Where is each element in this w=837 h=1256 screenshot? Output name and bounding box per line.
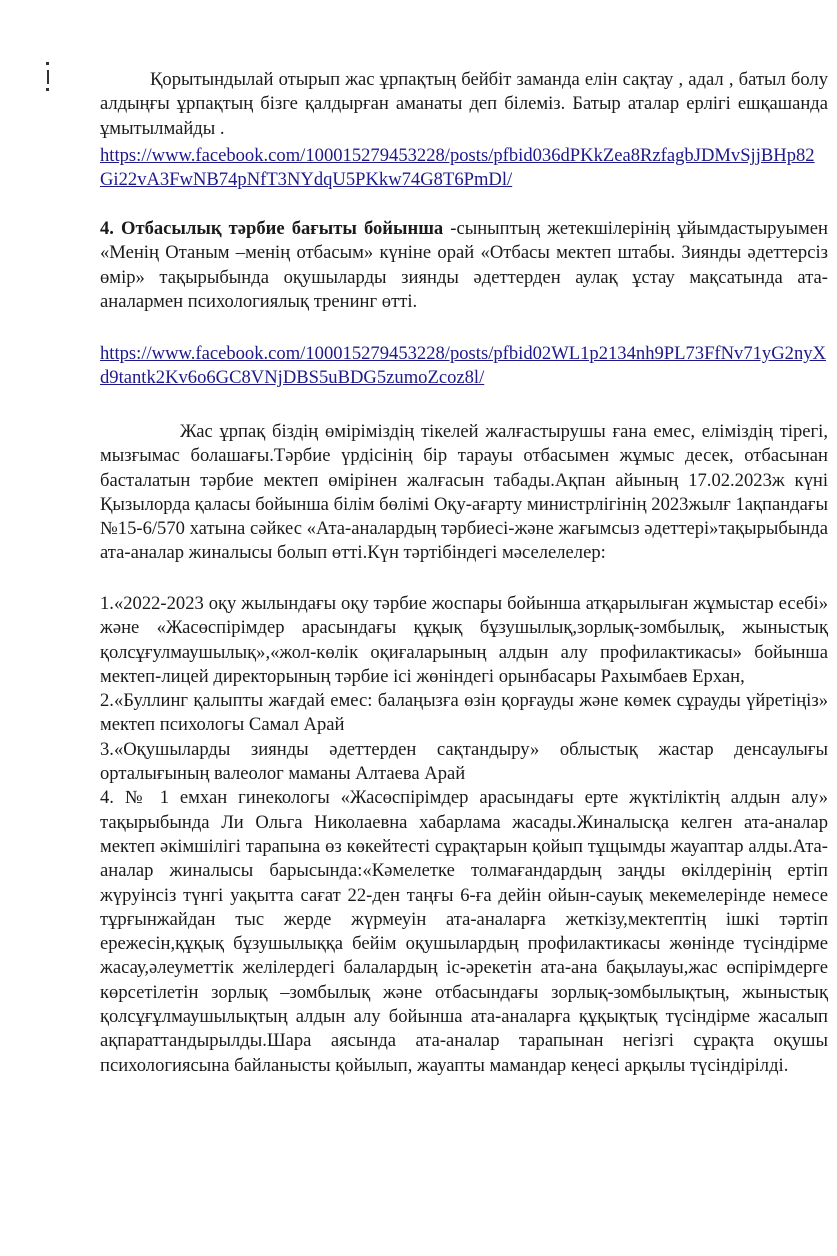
agenda-list — [100, 592, 828, 1078]
facebook-link-2-block — [100, 342, 828, 391]
conclusion-paragraph — [100, 68, 828, 141]
section-4-paragraph — [100, 217, 828, 314]
facebook-link-2[interactable]: https://www.facebook.com/100015279453228/posts/pfbid02WL1p2134nh9PL73FfNv71yG2nyXd9tantk2Kv6o6GC8VNjDBS5uBDG5zumoZcoz8l/ — [100, 343, 826, 389]
conclusion-text: Қорытындылай отырып жас ұрпақтың бейбіт заманда елін сақтау , адал , батыл болу алдыңғы ұрпақтың бізге қалдырған аманаты деп білеміз. Батыр аталар ерлігі ешқашанда ұмытылмайды . — [100, 69, 828, 139]
youth-paragraph — [100, 420, 828, 566]
youth-text: Жас ұрпақ біздің өміріміздің тікелей жалғастырушы ғана емес, еліміздің тірегі, мызғымас болашағы.Тәрбие үрдісінің бір тарауы отбасымен жұмыс десек, отбасынан басталатын тәрбие мектеп өмірінен жалғасын табады.Ақпан айының 17.02.2023ж күні Қызылорда қаласы бойынша білім бөлімі Оқу-ағарту министрлігінің 2023жылғ 1ақпандағы №15-6/570 хатына сәйкес «Ата-аналардың тәрбиесі-және жағымсыз әдеттері»тақырыбында ата-аналар жиналысы болып өтті.Күн тәртібіндегі мәселелелер: — [100, 421, 828, 564]
section-4-text — [100, 217, 828, 314]
section-4-heading: 4. Отбасылық тәрбие бағыты бойынша — [100, 218, 444, 239]
scan-artifact-mark — [46, 88, 49, 91]
agenda-item-1: 1.«2022-2023 оқу жылындағы оқу тәрбие жоспары бойынша атқарылыған жұмыстар есебі» және «Жасөспірімдер арасындағы құқық бұзушылық,зорлық-зомбылық, жыныстық қолсұғулмаушылық»,«жол-көлік оқиғаларының алдын алу профилактикасы» бойынша мектеп-лицей директорының тәрбие ісі жөніндегі орынбасары Рахымбаев Ерхан, — [100, 593, 828, 687]
scan-artifact-mark — [46, 62, 49, 65]
facebook-link-1[interactable]: https://www.facebook.com/100015279453228/posts/pfbid036dPKkZea8RzfagbJDMvSjjBHp82Gi22vA3FwNB74pNfT3NYdqU5PKkw74G8T6PmDl/ — [100, 145, 815, 191]
agenda-item-3: 3.«Оқушыларды зиянды әдеттерден сақтандыру» облыстық жастар денсаулығы орталығының валеолог маманы Алтаева Арай — [100, 738, 828, 785]
agenda-item-2: 2.«Буллинг қалыпты жағдай емес: балаңызға өзін қорғауды және көмек сұрауды үйретіңіз» мектеп психологы Самал Арай — [100, 690, 828, 736]
facebook-link-1-block — [100, 144, 828, 193]
section-4-body: -сыныптың жетекшілерінің ұйымдастыруымен «Менің Отаным –менің отбасым» күніне орай «Отбасы мектеп штабы. Зиянды әдеттерсіз өмір» тақырыбында оқушыларды зиянды әдеттерден аулақ ұстау мақсатында ата-аналармен психологиялық тренинг өтті. — [100, 218, 828, 312]
agenda-item-4: 4. № 1 емхан гинекологы «Жасөспірімдер арасындағы ерте жүктіліктің алдын алу» тақырыбында Ли Ольга Николаевна хабарлама жасады.Жиналысқа келген ата-аналар мектеп әкімшілігі тарапына өз көкейтесті сұрақтарын қойып тұщымды жауаптар алды.Ата-аналар жиналысы барысында:«Кәмелетке толмағандардың заңды өкілдерінің ертіп жүруінсіз түнгі уақытта сағат 22-ден таңғы 6-ға дейін ойын-сауық мекемелерінде немесе тұрғынжайдан тыс жерде жүрмеуін ата-аналарға жеткізу,мектептің ішкі тәртіп ережесін,құқық бұзушылыққа бейім оқушылардың профилактикасы жөнінде түсіндірме жасау,әлеуметтік желілердегі балалардың іс-әрекетін ата-ана бақылауы,жас өспірімдерге көрсетілетін зорлық –зомбылық және отбасындағы зорлық-зомбылықтың, жыныстық қолсұғұлмаушылықтың алдын алу бойынша ата-аналарға құқықтық түсіндірме жасалып ақпараттандырылды.Шара аясында ата-аналар тарапынан негізгі сұрақта оқушы психологиясына байланысты қойылып, жауапты мамандар кеңесі арқылы түсіндірілді. — [100, 787, 828, 1076]
scan-artifact-mark — [47, 70, 49, 84]
